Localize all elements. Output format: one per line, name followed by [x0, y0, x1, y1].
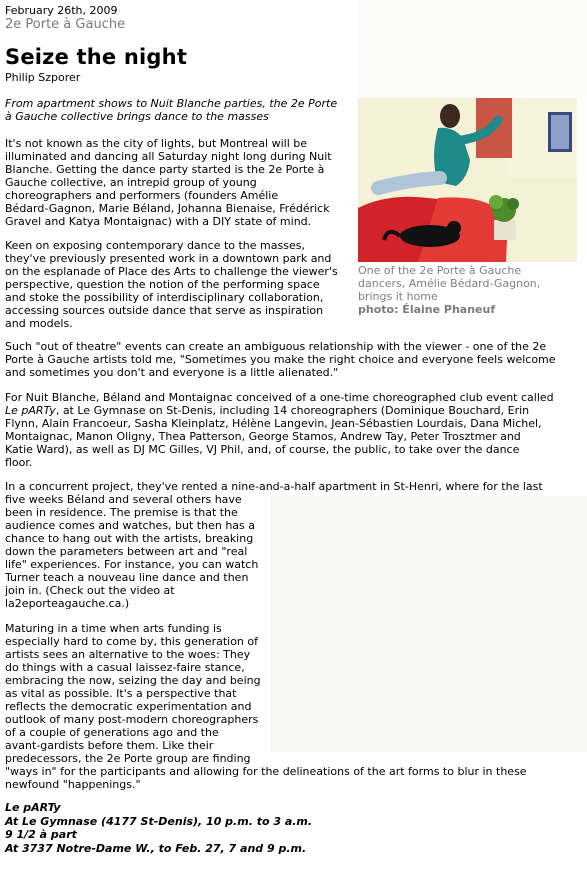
dancer-photo: [358, 98, 577, 262]
text-line: Gauche collective, an intrepid group of young: [5, 176, 257, 189]
text-line: five weeks Béland and several others have: [5, 493, 242, 506]
text-line: join in. (Check out the video at: [5, 584, 175, 597]
text-line: predecessors, the 2e Porte group are finding: [5, 752, 251, 765]
caption-line: One of the 2e Porte à Gauche: [358, 264, 522, 277]
paragraph-6: [5, 622, 527, 791]
text-line: outlook of many post-modern choreographers: [5, 713, 259, 726]
text-line: perspective, question the notion of the performing space: [5, 278, 320, 291]
text-line: and models.: [5, 317, 73, 330]
text-line: avant-gardists before them. Like their: [5, 739, 214, 752]
text-line: It's not known as the city of lights, but Montreal will be: [5, 137, 308, 150]
paragraph-5: [5, 480, 543, 610]
text-line: Blanche. Getting the dance party started is the 2e Porte à: [5, 163, 325, 176]
text-line: as vital as possible. It's a perspective that: [5, 687, 237, 700]
text-line: audience comes and watches, but then has a: [5, 519, 256, 532]
event-info-line: Le pARTy: [5, 801, 61, 814]
paragraph-3: [5, 340, 556, 379]
caption-line: dancers, Amélie Bédard-Gagnon,: [358, 277, 541, 290]
event-title-italic: Le pARTy: [5, 404, 56, 417]
text-line: choreographers and performers (founders Amélie: [5, 189, 279, 202]
text-line: la2eporteagauche.ca.): [5, 597, 130, 610]
text-line: reflects the democratic experimentation and: [5, 700, 252, 713]
article-author: Philip Szporer: [5, 71, 81, 84]
text-line: accessing sources outside dance that serve as inspiration: [5, 304, 324, 317]
text-line: Porte à Gauche artists told me, "Sometimes you make the right choice and everyone feels welcome: [5, 353, 556, 366]
text-line: of a couple of generations ago and the: [5, 726, 219, 739]
text-line: floor.: [5, 456, 33, 469]
text-line: Maturing in a time when arts funding is: [5, 622, 222, 635]
text-line: newfound "happenings.": [5, 778, 141, 791]
text-line: especially hard to come by, this generation of: [5, 635, 259, 648]
event-info-line: At 3737 Notre-Dame W., to Feb. 27, 7 and 9 p.m.: [5, 841, 307, 855]
text-line: For Nuit Blanche, Béland and Montaignac conceived of a one-time choreographed club event called: [5, 391, 554, 404]
event-info-line: 9 1/2 à part: [5, 828, 77, 841]
text-line: In a concurrent project, they've rented a nine-and-a-half apartment in St-Henri, where for the last: [5, 480, 543, 493]
text-line: they've previously presented work in a downtown park and: [5, 252, 332, 265]
article-lead: [5, 97, 337, 123]
text-line: and sometimes you don't and everyone is a little alienated.": [5, 366, 339, 379]
photo-caption: [358, 264, 573, 316]
text-line: on the esplanade of Place des Arts to challenge the viewer's: [5, 265, 338, 278]
event-info: [5, 801, 312, 855]
text-line: Gravel and Katya Montaignac) with a DIY state of mind.: [5, 215, 312, 228]
section-name[interactable]: 2e Porte à Gauche: [5, 17, 126, 32]
text-line: Flynn, Alain Francoeur, Sasha Kleinplatz, Hélène Langevin, Jean-Sébastien Lourdais, Dana Michel,: [5, 417, 542, 430]
event-info-line: At Le Gymnase (4177 St-Denis), 10 p.m. to 3 a.m.: [5, 814, 313, 828]
text-line: and stoke the possibility of interdisciplinary collaboration,: [5, 291, 324, 304]
top-right-panel: [358, 0, 587, 98]
article-date: February 26th, 2009: [5, 4, 118, 17]
text-line: Bédard-Gagnon, Marie Béland, Johanna Bienaise, Frédérick: [5, 202, 330, 215]
text-line: Such "out of theatre" events can create an ambiguous relationship with the viewer - one of the 2e: [5, 340, 547, 353]
text-line: Montaignac, Manon Oligny, Thea Patterson, George Stamos, Andrew Tay, Peter Trosztmer and: [5, 430, 521, 443]
text-line: chance to hang out with the artists, breaking: [5, 532, 254, 545]
text-line: "ways in" for the participants and allowing for the delineations of the art forms to blur in these: [5, 765, 527, 778]
text-line: illuminated and dancing all Saturday night long during Nuit: [5, 150, 332, 163]
text-line: Katie Ward), as well as DJ MC Gilles, VJ Phil, and, of course, the public, to take over the dance: [5, 443, 520, 456]
paragraph-2: [5, 239, 338, 330]
text-line: down the parameters between art and "real: [5, 545, 248, 558]
photo-credit: photo: Élaine Phaneuf: [358, 303, 496, 316]
text-line: been in residence. The premise is that the: [5, 506, 238, 519]
text-segment: , at Le Gymnase on St-Denis, including 14 choreographers (Dominique Bouchard, Erin: [55, 404, 530, 417]
text-line: do things with a casual laissez-faire stance,: [5, 661, 245, 674]
lead-line: à Gauche collective brings dance to the masses: [5, 110, 269, 123]
paragraph-4: [5, 391, 554, 469]
article-title: Seize the night: [5, 45, 188, 69]
caption-line: brings it home: [358, 290, 438, 303]
dancer-photo-image: [358, 98, 577, 262]
text-line: Turner teach a nouveau line dance and then: [5, 571, 249, 584]
text-line: embracing the now, seizing the day and being: [5, 674, 261, 687]
text-line: Keen on exposing contemporary dance to the masses,: [5, 239, 305, 252]
text-line: [5, 404, 554, 417]
text-line: life" experiences. For instance, you can watch: [5, 558, 259, 571]
text-line: artists sees an alternative to the woes: They: [5, 648, 251, 661]
lead-line: From apartment shows to Nuit Blanche parties, the 2e Porte: [5, 97, 338, 110]
paragraph-1: [5, 137, 332, 228]
